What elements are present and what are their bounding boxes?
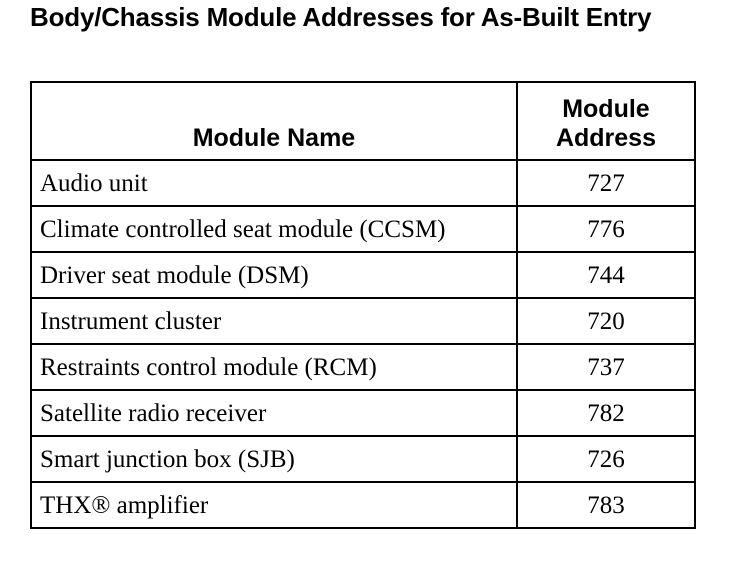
table-row	[31, 436, 695, 482]
table-row	[31, 252, 695, 298]
module-address-cell: 727	[517, 160, 695, 206]
table-row	[31, 482, 695, 528]
header-module-address: Module Address	[517, 82, 695, 160]
module-name-cell: Audio unit	[31, 160, 517, 206]
module-address-cell: 737	[517, 344, 695, 390]
module-address-cell: 720	[517, 298, 695, 344]
table-row	[31, 160, 695, 206]
module-name-cell: Driver seat module (DSM)	[31, 252, 517, 298]
table-row	[31, 298, 695, 344]
module-name-cell: Smart junction box (SJB)	[31, 436, 517, 482]
table-row	[31, 390, 695, 436]
module-address-cell: 744	[517, 252, 695, 298]
table-header-row	[31, 82, 695, 160]
module-name-cell: Restraints control module (RCM)	[31, 344, 517, 390]
header-module-name: Module Name	[31, 82, 517, 160]
module-address-table	[30, 81, 696, 529]
page-title: Body/Chassis Module Addresses for As-Built Entry	[30, 2, 652, 32]
module-address-cell: 783	[517, 482, 695, 528]
module-address-cell: 726	[517, 436, 695, 482]
module-name-cell: Satellite radio receiver	[31, 390, 517, 436]
module-address-cell: 776	[517, 206, 695, 252]
module-name-cell: THX® amplifier	[31, 482, 517, 528]
table-row	[31, 206, 695, 252]
module-name-cell: Instrument cluster	[31, 298, 517, 344]
table-row	[31, 344, 695, 390]
module-address-cell: 782	[517, 390, 695, 436]
module-name-cell: Climate controlled seat module (CCSM)	[31, 206, 517, 252]
